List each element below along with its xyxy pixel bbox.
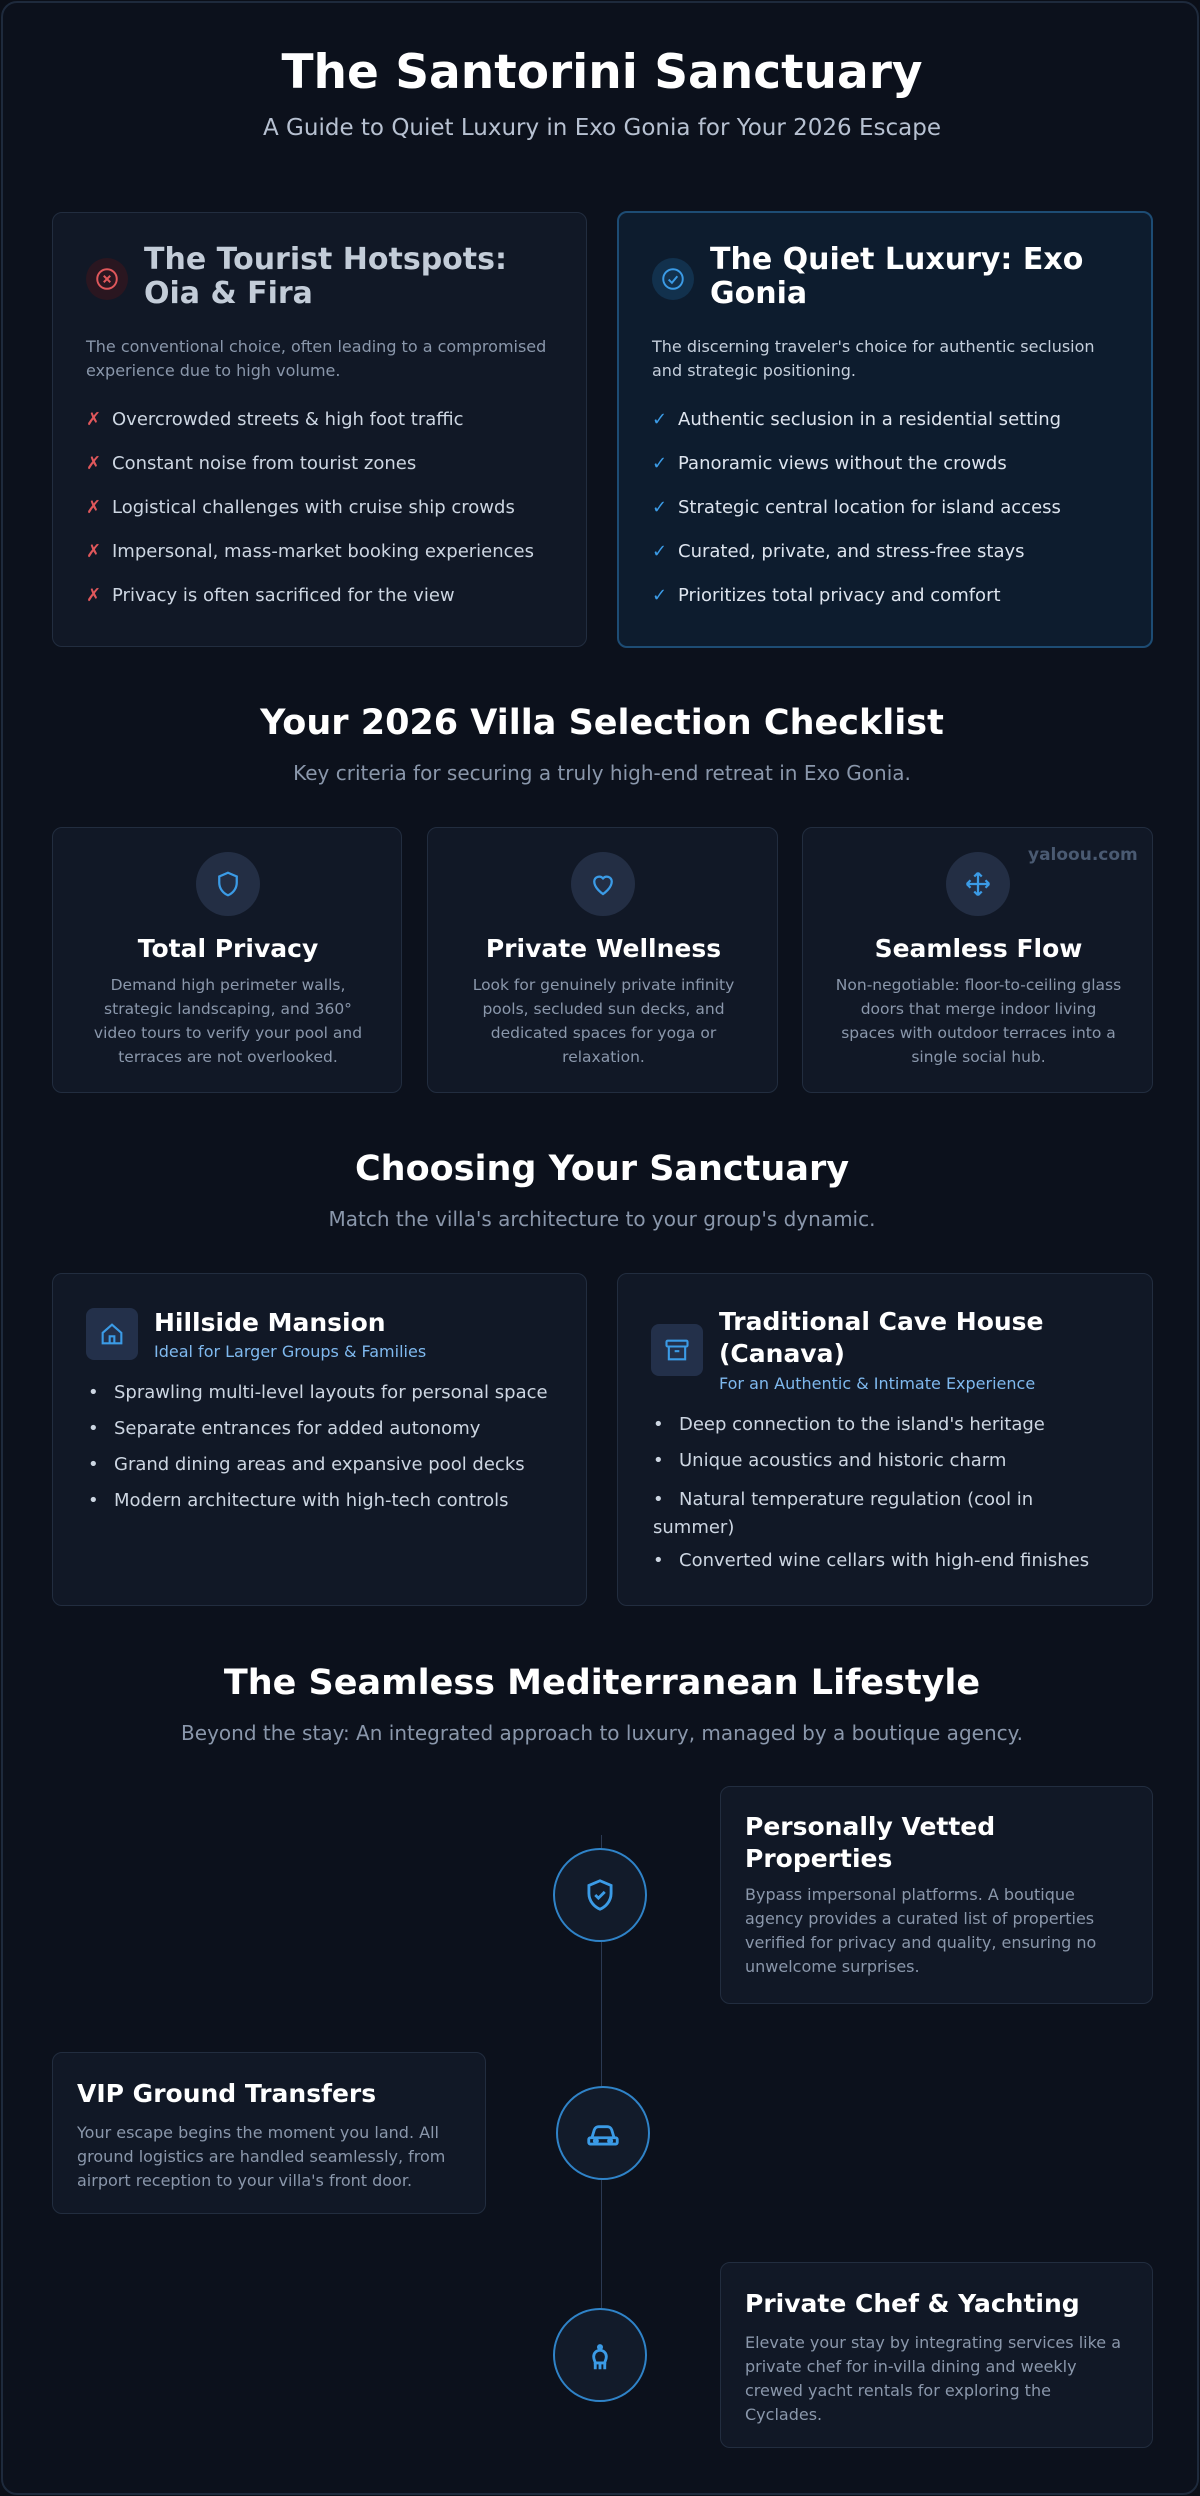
- quiet-luxury-item: ✓ Authentic seclusion in a residential setting: [652, 409, 1062, 430]
- page-title: The Santorini Sanctuary: [281, 45, 923, 100]
- mansion-feature: • Grand dining areas and expansive pool decks: [88, 1454, 525, 1475]
- hotspots-item: ✗ Impersonal, mass-market booking experiences: [86, 541, 535, 562]
- checklist-card-text: Demand high perimeter walls, strategic landscaping, and 360° video tours to verify your pool and terraces are not overlooked.: [93, 976, 363, 1066]
- archive-box-icon: [651, 1324, 703, 1376]
- cave-feature: • Natural temperature regulation (cool in summer): [653, 1489, 1034, 1538]
- hotspots-item: ✗ Overcrowded streets & high foot traffic: [86, 409, 464, 430]
- vetted-properties-card: [720, 1786, 1153, 2004]
- chef-yachting-text: Elevate your stay by integrating services like a private chef for in-villa dining and weekly crewed yacht rentals for exploring the Cyclades.: [745, 2333, 1122, 2424]
- hotspots-description: The conventional choice, often leading to a compromised experience due to high volume.: [86, 337, 547, 380]
- shield-check-icon: [553, 1848, 647, 1942]
- page-subtitle: A Guide to Quiet Luxury in Exo Gonia for Your 2026 Escape: [263, 115, 941, 141]
- checklist-card-privacy: [52, 827, 402, 1093]
- quiet-luxury-title: The Quiet Luxury: Exo Gonia: [710, 242, 1084, 311]
- x-mark-icon: ✗: [86, 453, 102, 474]
- mansion-feature: • Modern architecture with high-tech controls: [88, 1490, 509, 1511]
- x-mark-icon: ✗: [86, 497, 102, 518]
- chef-icon: [553, 2308, 647, 2402]
- page-frame: [1, 1, 1199, 2495]
- quiet-luxury-item: ✓ Strategic central location for island access: [652, 497, 1061, 518]
- vetted-properties-title: Personally Vetted Properties: [745, 1812, 996, 1873]
- quiet-luxury-card: [617, 211, 1153, 648]
- quiet-luxury-description: The discerning traveler's choice for authentic seclusion and strategic positioning.: [652, 337, 1095, 380]
- x-mark-icon: ✗: [86, 409, 102, 430]
- mansion-tagline: Ideal for Larger Groups & Families: [154, 1342, 427, 1361]
- hotspots-title: The Tourist Hotspots: Oia & Fira: [144, 242, 507, 311]
- hillside-mansion-card: [52, 1273, 587, 1606]
- checklist-card-flow: [802, 827, 1153, 1093]
- checklist-title: Your 2026 Villa Selection Checklist: [260, 703, 944, 743]
- hotspots-item: ✗ Privacy is often sacrificed for the view: [86, 585, 455, 606]
- sanctuary-subtitle: Match the villa's architecture to your group's dynamic.: [328, 1207, 876, 1231]
- check-mark-icon: ✓: [652, 541, 668, 562]
- checklist-card-title: Seamless Flow: [874, 934, 1083, 963]
- cave-feature: • Converted wine cellars with high-end finishes: [653, 1550, 1090, 1571]
- quiet-luxury-item: ✓ Panoramic views without the crowds: [652, 453, 1007, 474]
- check-mark-icon: ✓: [652, 497, 668, 518]
- cave-feature: • Unique acoustics and historic charm: [653, 1450, 1007, 1471]
- checklist-card-text: Non-negotiable: floor-to-ceiling glass doors that merge indoor living spaces with outdoor terraces into a single social hub.: [835, 976, 1122, 1066]
- sanctuary-title: Choosing Your Sanctuary: [354, 1149, 850, 1189]
- x-mark-icon: ✗: [86, 541, 102, 562]
- checklist-card-text: Look for genuinely private infinity pools, secluded sun decks, and dedicated spaces for yoga or relaxation.: [472, 976, 735, 1066]
- shield-icon: [196, 852, 260, 916]
- x-mark-icon: ✗: [86, 585, 102, 606]
- house-icon: [86, 1308, 138, 1360]
- check-circle-icon: [652, 258, 694, 300]
- quiet-luxury-item: ✓ Curated, private, and stress-free stays: [652, 541, 1025, 562]
- checklist-card-title: Total Privacy: [137, 934, 319, 963]
- chef-yachting-card: [720, 2262, 1153, 2448]
- vip-transfers-card: [52, 2052, 486, 2214]
- checklist-subtitle: Key criteria for securing a truly high-end retreat in Exo Gonia.: [293, 761, 911, 785]
- check-mark-icon: ✓: [652, 453, 668, 474]
- checklist-card-title: Private Wellness: [485, 934, 722, 963]
- watermark: yaloou.com: [1028, 845, 1138, 865]
- hotspots-item: ✗ Constant noise from tourist zones: [86, 453, 417, 474]
- cave-house-card: [617, 1273, 1153, 1606]
- lifestyle-subtitle: Beyond the stay: An integrated approach to luxury, managed by a boutique agency.: [181, 1721, 1023, 1745]
- vip-transfers-text: Your escape begins the moment you land. All ground logistics are handled seamlessly, from airport reception to your villa's front door.: [77, 2123, 446, 2190]
- chef-yachting-title: Private Chef & Yachting: [745, 2289, 1080, 2318]
- vip-transfers-title: VIP Ground Transfers: [77, 2079, 377, 2108]
- lifestyle-title: The Seamless Mediterranean Lifestyle: [223, 1663, 981, 1703]
- hotspots-card: [52, 212, 587, 647]
- cave-tagline: For an Authentic & Intimate Experience: [719, 1374, 1036, 1393]
- cave-feature: • Deep connection to the island's heritage: [653, 1414, 1045, 1435]
- quiet-luxury-item: ✓ Prioritizes total privacy and comfort: [652, 585, 1001, 606]
- check-mark-icon: ✓: [652, 585, 668, 606]
- mansion-title: Hillside Mansion: [154, 1308, 386, 1337]
- mansion-feature: • Separate entrances for added autonomy: [88, 1418, 481, 1439]
- hotspots-item: ✗ Logistical challenges with cruise ship crowds: [86, 497, 515, 518]
- heart-icon: [571, 852, 635, 916]
- move-arrows-icon: [946, 852, 1010, 916]
- car-icon: [556, 2086, 650, 2180]
- check-mark-icon: ✓: [652, 409, 668, 430]
- checklist-card-wellness: [427, 827, 778, 1093]
- cave-title: Traditional Cave House (Canava): [719, 1307, 1044, 1368]
- mansion-feature: • Sprawling multi-level layouts for personal space: [88, 1382, 548, 1403]
- vetted-properties-text: Bypass impersonal platforms. A boutique agency provides a curated list of properties verified for privacy and quality, ensuring no unwelcome surprises.: [745, 1885, 1097, 1976]
- x-circle-icon: [86, 258, 128, 300]
